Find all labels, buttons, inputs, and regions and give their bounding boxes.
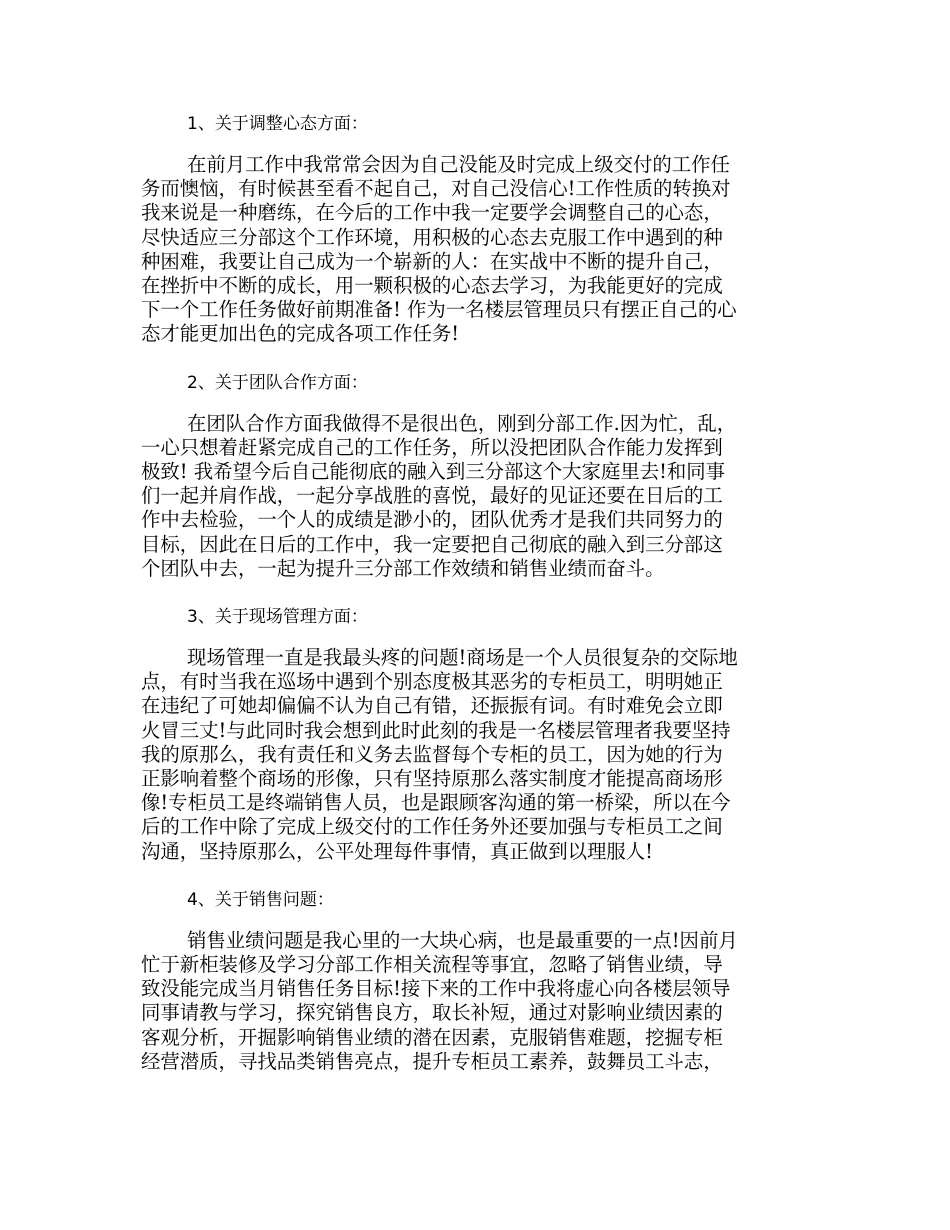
- paragraph-line: 种困难，我要让自己成为一个崭新的人：在实战中不断的提升自己，: [141, 249, 723, 273]
- paragraph-line: 同事请教与学习，探究销售良方，取长补短，通过对影响业绩因素的: [141, 1001, 723, 1025]
- paragraph-line: 我的原那么，我有责任和义务去监督每个专柜的员工，因为她的行为: [141, 742, 723, 766]
- section-heading: 3、关于现场管理方面：: [187, 607, 368, 628]
- section-paragraph: [141, 153, 813, 347]
- section-sales: [141, 888, 813, 1074]
- paragraph-line: 我来说是一种磨练，在今后的工作中我一定要学会调整自己的心态，: [141, 201, 723, 225]
- paragraph-line: 在团队合作方面我做得不是很出色，刚到分部工作.因为忙，乱，: [187, 411, 737, 435]
- paragraph-line: 致没能完成当月销售任务目标!接下来的工作中我将虚心向各楼层领导: [141, 977, 731, 1001]
- paragraph-line: 态才能更加出色的完成各项工作任务!: [141, 322, 460, 346]
- section-mindset: [141, 112, 813, 347]
- section-heading: 2、关于团队合作方面：: [187, 372, 368, 393]
- section-site-management: [141, 605, 813, 864]
- paragraph-line: 现场管理一直是我最头疼的问题!商场是一个人员很复杂的交际地: [187, 646, 738, 670]
- paragraph-line: 个团队中去，一起为提升三分部工作效绩和销售业绩而奋斗。: [141, 556, 665, 580]
- paragraph-line: 务而懊恼，有时候甚至看不起自己，对自己没信心!工作性质的转换对: [141, 177, 731, 201]
- paragraph-line: 们一起并肩作战，一起分享战胜的喜悦，最好的见证还要在日后的工: [141, 484, 723, 508]
- paragraph-line: 客观分析，开掘影响销售业绩的潜在因素，克服销售难题，挖掘专柜: [141, 1025, 723, 1049]
- paragraph-line: 目标，因此在日后的工作中，我一定要把自己彻底的融入到三分部这: [141, 532, 723, 556]
- section-paragraph: [141, 646, 813, 864]
- paragraph-line: 点，有时当我在巡场中遇到个别态度极其恶劣的专柜员工，明明她正: [141, 670, 723, 694]
- paragraph-line: 在违纪了可她却偏偏不认为自己有错，还振振有词。有时难免会立即: [141, 694, 723, 718]
- paragraph-line: 火冒三丈!与此同时我会想到此时此刻的我是一名楼层管理者我要坚持: [141, 718, 731, 742]
- paragraph-line: 在挫折中不断的成长，用一颗积极的心态去学习，为我能更好的完成: [141, 274, 723, 298]
- paragraph-line: 在前月工作中我常常会因为自己没能及时完成上级交付的工作任: [187, 153, 730, 176]
- paragraph-line: 正影响着整个商场的形像，只有坚持原那么落实制度才能提高商场形: [141, 767, 723, 791]
- section-paragraph: [141, 929, 813, 1074]
- paragraph-line: 作中去检验，一个人的成绩是渺小的，团队优秀才是我们共同努力的: [141, 508, 723, 532]
- paragraph-line: 像!专柜员工是终端销售人员，也是跟顾客沟通的第一桥梁，所以在今: [141, 791, 731, 815]
- document-page: [141, 112, 813, 1098]
- paragraph-line: 一心只想着赶紧完成自己的工作任务，所以没把团队合作能力发挥到: [141, 435, 723, 459]
- section-heading: 4、关于销售问题：: [187, 889, 334, 910]
- paragraph-line: 后的工作中除了完成上级交付的工作任务外还要加强与专柜员工之间: [141, 815, 723, 839]
- paragraph-line: 沟通，坚持原那么，公平处理每件事情，真正做到以理服人!: [141, 839, 653, 863]
- paragraph-line: 极致! 我希望今后自己能彻底的融入到三分部这个大家庭里去!和同事: [141, 460, 726, 484]
- paragraph-line: 销售业绩问题是我心里的一大块心病，也是最重要的一点!因前月: [187, 928, 738, 952]
- section-paragraph: [141, 412, 813, 581]
- section-teamwork: [141, 371, 813, 581]
- paragraph-line: 忙于新柜装修及学习分部工作相关流程等事宜，忽略了销售业绩，导: [141, 953, 723, 977]
- paragraph-line: 下一个工作任务做好前期准备! 作为一名楼层管理员只有摆正自己的心: [141, 298, 737, 322]
- paragraph-line: 尽快适应三分部这个工作环境，用积极的心态去克服工作中遇到的种: [141, 225, 723, 249]
- section-heading: 1、关于调整心态方面：: [187, 114, 368, 134]
- paragraph-line: 经营潜质，寻找品类销售亮点，提升专柜员工素养，鼓舞员工斗志，: [141, 1049, 723, 1073]
